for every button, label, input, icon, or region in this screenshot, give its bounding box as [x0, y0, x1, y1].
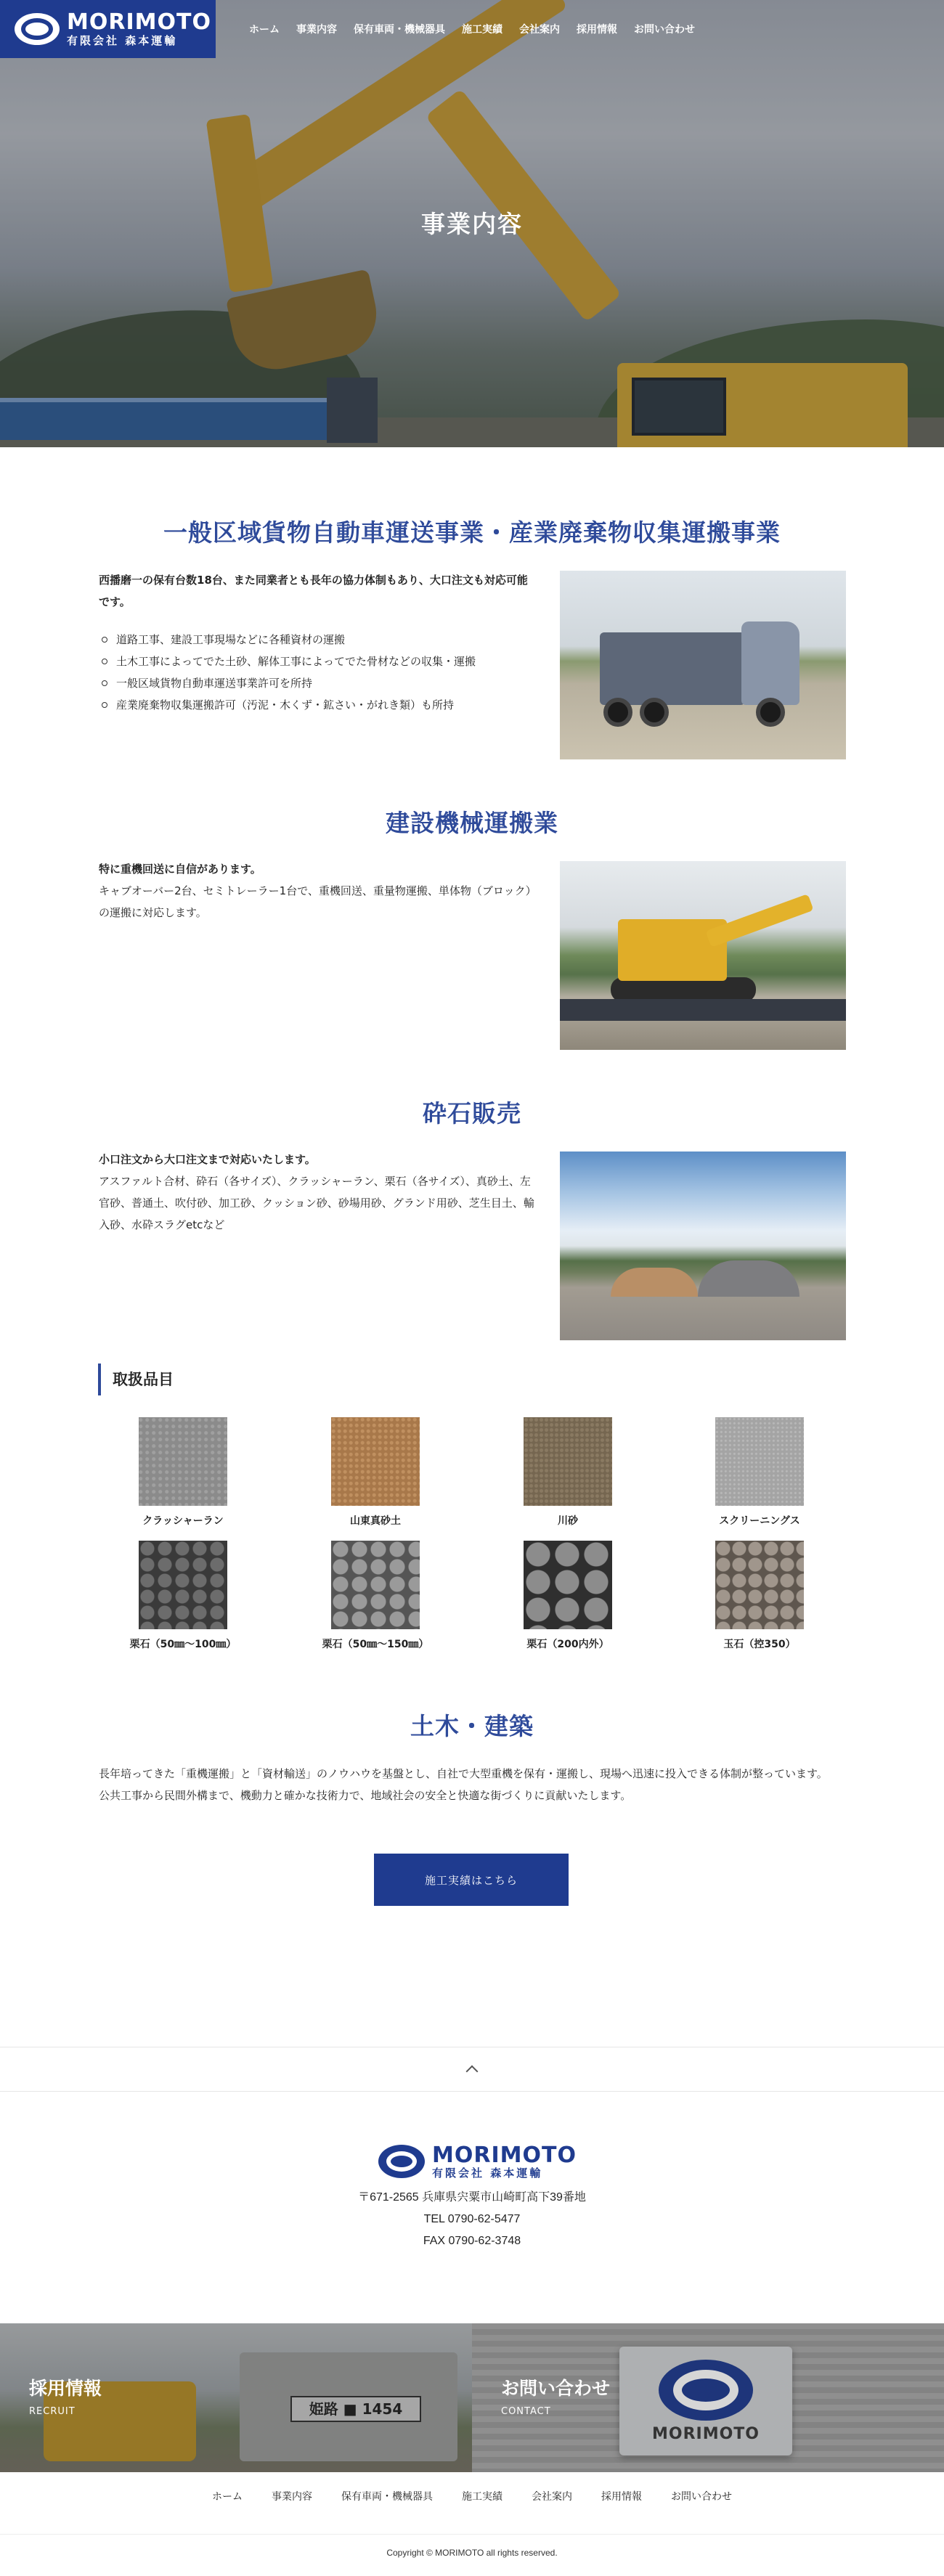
morimoto-logo-icon	[15, 13, 60, 45]
nav-contact[interactable]: お問い合わせ	[634, 24, 695, 36]
footer-nav-recruit[interactable]: 採用情報	[601, 2491, 642, 2503]
footer-address: 〒671-2565 兵庫県宍粟市山崎町高下39番地	[358, 2191, 586, 2204]
product-label: 栗石（50㎜～150㎜）	[322, 1639, 429, 1650]
footer-nav	[0, 2489, 944, 2503]
transport-list	[99, 629, 534, 716]
footer-logo-jp: 有限会社 森本運輸	[432, 2167, 543, 2180]
recruit-banner[interactable]	[0, 2323, 472, 2472]
list-item: 土木工事によってでた土砂、解体工事によってでた骨材などの収集・運搬	[115, 651, 534, 672]
product-item	[705, 1417, 814, 1528]
nav-business[interactable]: 事業内容	[296, 24, 337, 36]
contact-banner-sub: CONTACT	[501, 2406, 551, 2417]
nav-home[interactable]: ホーム	[249, 24, 280, 36]
product-label: 玉石（控350）	[723, 1639, 796, 1650]
product-label: 栗石（200内外）	[526, 1639, 609, 1650]
footer-nav-business[interactable]: 事業内容	[272, 2491, 312, 2503]
nav-company[interactable]: 会社案内	[519, 24, 560, 36]
contact-banner-title: お問い合わせ	[501, 2378, 611, 2399]
product-item	[705, 1541, 814, 1651]
plate-text: 姫路 ■ 1454	[290, 2396, 421, 2422]
product-item	[321, 1541, 430, 1651]
chevron-up-icon	[466, 2066, 479, 2078]
product-item	[513, 1417, 622, 1528]
civil-body-2: 公共工事から民間外構まで、機動力と確かな技術力で、地域社会の安全と快適な街づくりに貢献いたします。	[99, 1789, 632, 1802]
copyright: Copyright © MORIMOTO all rights reserved.	[0, 2534, 944, 2576]
section-title-machinery: 建設機械運搬業	[386, 809, 558, 837]
footer-nav-company[interactable]: 会社案内	[532, 2491, 572, 2503]
list-item: 一般区域貨物自動車運送事業許可を所持	[115, 672, 534, 694]
cobble-50-150-swatch	[331, 1541, 420, 1629]
machinery-text	[99, 858, 534, 924]
footer-nav-works[interactable]: 施工実績	[462, 2491, 502, 2503]
products-heading: 取扱品目	[98, 1364, 174, 1395]
transport-text	[99, 569, 534, 716]
product-item	[129, 1541, 237, 1651]
footer-nav-home[interactable]: ホーム	[212, 2491, 243, 2503]
screenings-swatch	[715, 1417, 804, 1506]
machinery-body: キャブオーバー2台、セミトレーラー1台で、重機回送、重量物運搬、単体物（ブロック）の運搬に対応します。	[99, 884, 532, 919]
gravel-lead: 小口注文から大口注文まで対応いたします。	[99, 1153, 316, 1166]
section-title-civil: 土木・建築	[410, 1712, 534, 1740]
morimoto-logo-icon	[378, 2145, 425, 2178]
sign-text: MORIMOTO	[651, 2425, 760, 2443]
recruit-banner-title: 採用情報	[29, 2378, 102, 2399]
logo-name-en: MORIMOTO	[67, 9, 211, 35]
list-item: 道路工事、建設工事現場などに各種資材の運搬	[115, 629, 534, 651]
product-label: スクリーニングス	[719, 1515, 800, 1527]
product-label: 川砂	[558, 1515, 578, 1527]
boulder-swatch	[715, 1541, 804, 1629]
gravel-yard-photo	[560, 1152, 846, 1340]
transport-lead: 西播磨一の保有台数18台、また同業者とも長年の協力体制もあり、大口注文も対応可能です。	[99, 574, 528, 608]
civil-text	[99, 1763, 847, 1806]
product-label: クラッシャーラン	[142, 1515, 224, 1527]
nav-works[interactable]: 施工実績	[462, 24, 502, 36]
global-nav	[249, 22, 712, 36]
excavator-transport-photo	[560, 861, 846, 1050]
dump-truck-photo	[560, 571, 846, 759]
product-label: 栗石（50㎜～100㎜）	[129, 1639, 237, 1650]
footer-logo[interactable]	[378, 2144, 577, 2179]
product-label: 山東真砂土	[350, 1515, 401, 1527]
footer-nav-contact[interactable]: お問い合わせ	[671, 2491, 732, 2503]
footer-logo-en: MORIMOTO	[432, 2143, 577, 2168]
cobble-50-100-swatch	[139, 1541, 227, 1629]
recruit-banner-sub: RECRUIT	[29, 2406, 76, 2417]
civil-body-1: 長年培ってきた「重機運搬」と「資材輸送」のノウハウを基盤とし、自社で大型重機を保有・運搬し、現場へ迅速に投入できる体制が整っています。	[99, 1767, 828, 1780]
pagetop-button[interactable]	[0, 2047, 944, 2092]
section-title-transport: 一般区域貨物自動車運送事業・産業廃棄物収集運搬事業	[163, 518, 781, 547]
cobble-200-swatch	[524, 1541, 612, 1629]
product-item	[129, 1417, 237, 1528]
gravel-body: アスファルト合材、砕石（各サイズ）、クラッシャーラン、栗石（各サイズ）、真砂土、左官砂、普通土、吹付砂、加工砂、クッション砂、砂場用砂、グランド用砂、芝生目土、輸入砂、水砕スラグetcなど	[99, 1175, 534, 1231]
masa-soil-swatch	[331, 1417, 420, 1506]
nav-vehicles[interactable]: 保有車両・機械器具	[354, 24, 445, 36]
list-item: 産業廃棄物収集運搬許可（汚泥・木くず・鉱さい・がれき類）も所持	[115, 694, 534, 716]
river-sand-swatch	[524, 1417, 612, 1506]
footer-nav-vehicles[interactable]: 保有車両・機械器具	[341, 2491, 433, 2503]
product-item	[321, 1417, 430, 1528]
section-title-gravel: 砕石販売	[423, 1099, 521, 1128]
product-item	[513, 1541, 622, 1651]
footer-fax: FAX 0790-62-3748	[423, 2235, 521, 2247]
nav-recruit[interactable]: 採用情報	[577, 24, 617, 36]
machinery-lead: 特に重機回送に自信があります。	[99, 863, 261, 876]
logo-name-jp: 有限会社 森本運輸	[67, 34, 178, 47]
footer-tel: TEL 0790-62-5477	[423, 2213, 521, 2225]
gravel-text	[99, 1149, 534, 1236]
page-title: 事業内容	[421, 210, 523, 238]
crusher-run-swatch	[139, 1417, 227, 1506]
site-logo[interactable]	[0, 0, 216, 58]
contact-banner[interactable]	[472, 2323, 944, 2472]
works-button[interactable]: 施工実績はこちら	[374, 1854, 569, 1906]
